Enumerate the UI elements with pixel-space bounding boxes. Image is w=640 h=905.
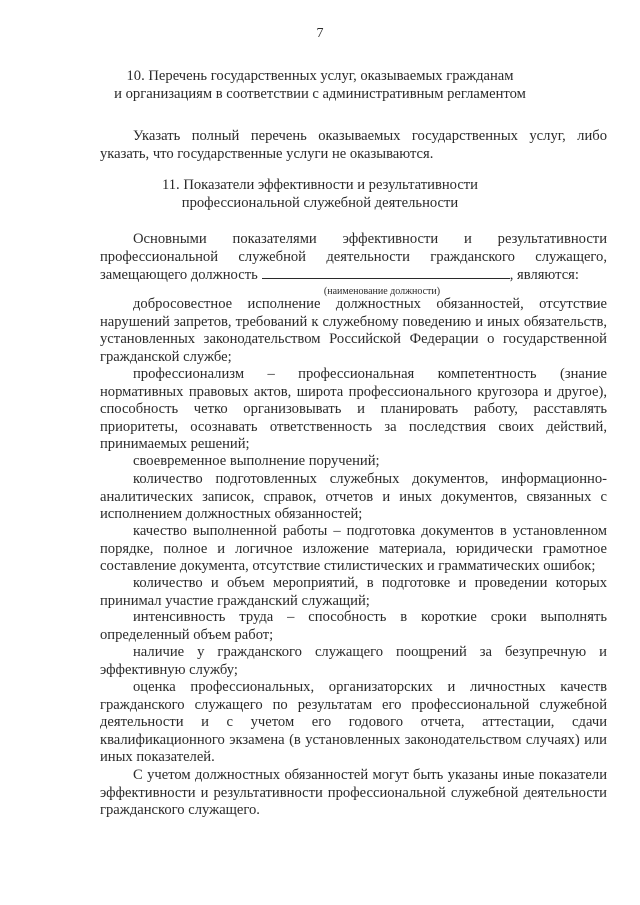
section-11-heading: [0, 177, 640, 212]
section-11-title-line-1: 11. Показатели эффективности и результативности: [161, 177, 478, 193]
indicator-item: наличие у гражданского служащего поощрений за безупречную и эффективную службу;: [100, 644, 607, 678]
position-fill-line: [100, 266, 607, 284]
position-blank: [262, 266, 510, 279]
indicator-item: количество подготовленных служебных документов, информационно-аналитических записок, справок, отчетов и иных документов, связанных с исполнением должностных обязанностей;: [100, 471, 607, 523]
indicator-item: добросовестное исполнение должностных обязанностей, отсутствие нарушений запретов, требований к служебному поведению и иных обязательств, установленных законодательством Российской Федерации о государственной гражданской службе;: [100, 296, 607, 365]
section-10-text: Указать полный перечень оказываемых государственных услуг, либо указать, что государственные услуги не оказываются.: [100, 128, 607, 162]
indicator-item: качество выполненной работы – подготовка документов в установленном порядке, полное и логичное изложение материала, юридически грамотное составление документа, отсутствие стилистических и грамматических ошибок;: [100, 523, 607, 575]
position-line-end: , являются:: [509, 267, 579, 283]
section-11-title-line-2: профессиональной служебной деятельности: [181, 194, 459, 211]
indicator-item: профессионализм – профессиональная компетентность (знание нормативных правовых актов, широта профессионального кругозора и другое), способность четко организовывать и планировать работу, расставлять приоритеты, осознавать ответственность за последствия своих действий, принимаемых решений;: [100, 366, 607, 453]
indicator-item: своевременное выполнение поручений;: [133, 453, 380, 469]
section-11-closing: С учетом должностных обязанностей могут быть указаны иные показатели эффективности и результативности профессиональной служебной деятельности гражданского служащего.: [100, 767, 607, 819]
section-10-title-line-2: и организациям в соответствии с административным регламентом: [114, 85, 526, 102]
indicator-item: интенсивность труда – способность в короткие сроки выполнять определенный объем работ;: [100, 609, 607, 643]
position-blank-caption: (наименование должности): [323, 286, 441, 297]
section-10-heading: [0, 68, 640, 103]
section-10-title-line-1: 10. Перечень государственных услуг, оказываемых гражданам: [126, 68, 514, 84]
section-11-intro: Основными показателями эффективности и результативности профессиональной служебной деятельности гражданского служащего,: [100, 231, 607, 265]
indicator-item: количество и объем мероприятий, в подготовке и проведении которых принимал участие гражданский служащий;: [100, 575, 607, 609]
indicator-item: оценка профессиональных, организаторских и личностных качеств гражданского служащего по результатам его профессиональной служебной деятельности и с учетом его годового отчета, аттестации, сдачи квалификационного экзамена (в установленных законодательством случаях) или иных показателей.: [100, 679, 607, 766]
position-line-start: замещающего должность: [100, 267, 258, 283]
page-number: 7: [316, 26, 324, 41]
